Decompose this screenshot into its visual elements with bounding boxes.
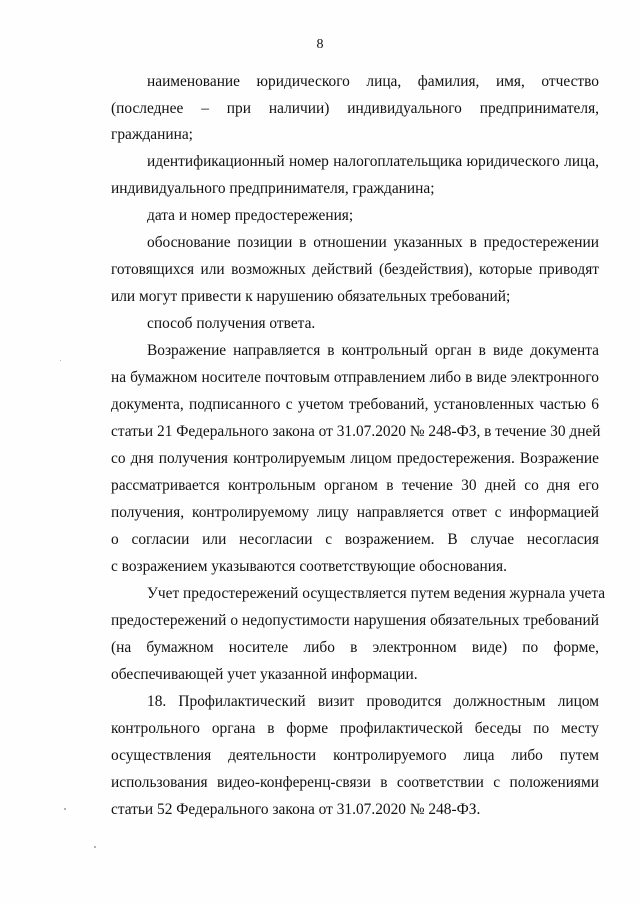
text-line: использования видео-конференц-связи в соответствии с положениями xyxy=(111,774,599,791)
text-line: обеспечивающей учет указанной информации. xyxy=(111,666,418,683)
page-number: 8 xyxy=(316,37,324,52)
text-line: (последнее – при наличии) индивидуального предпринимателя, xyxy=(111,100,599,117)
text-line: статьи 21 Федерального закона от 31.07.2020 № 248-ФЗ, в течение 30 дней xyxy=(111,423,601,440)
text-line: контрольного органа в форме профилактической беседы по месту xyxy=(111,720,599,737)
scan-speck xyxy=(60,360,61,361)
text-line: предостережений о недопустимости нарушения обязательных требований xyxy=(111,612,599,629)
text-line: (на бумажном носителе либо в электронном виде) по форме, xyxy=(111,639,599,656)
text-line: Возражение направляется в контрольный орган в виде документа xyxy=(147,342,599,359)
text-line: на бумажном носителе почтовым отправлением либо в виде электронного xyxy=(111,369,599,386)
text-line: гражданина; xyxy=(111,126,193,143)
text-line: готовящихся или возможных действий (бездействия), которые приводят xyxy=(111,261,599,278)
text-line: обоснование позиции в отношении указанных в предостережении xyxy=(147,234,599,251)
text-line: или могут привести к нарушению обязательных требований; xyxy=(111,288,511,305)
text-line: получения, контролируемому лицу направляется ответ с информацией xyxy=(111,504,599,521)
text-line: дата и номер предостережения; xyxy=(147,207,354,224)
text-line: Учет предостережений осуществляется путем ведения журнала учета xyxy=(147,585,606,602)
text-line: рассматривается контрольным органом в течение 30 дней со дня его xyxy=(111,477,599,494)
text-line: с возражением указываются соответствующие обоснования. xyxy=(111,558,507,575)
text-line: индивидуального предпринимателя, гражданина; xyxy=(111,180,435,197)
text-line: документа, подписанного с учетом требований, установленных частью 6 xyxy=(111,396,599,413)
text-line: наименование юридического лица, фамилия, имя, отчество xyxy=(147,73,599,90)
text-line: со дня получения контролируемым лицом предостережения. Возражение xyxy=(111,450,599,467)
text-line: о согласии или несогласии с возражением. В случае несогласия xyxy=(111,531,599,548)
scan-speck xyxy=(64,808,66,810)
text-line: осуществления деятельности контролируемого лица либо путем xyxy=(111,747,599,764)
text-line: способ получения ответа. xyxy=(147,315,316,332)
text-line: 18. Профилактический визит проводится должностным лицом xyxy=(147,693,599,710)
text-line: идентификационный номер налогоплательщика юридического лица, xyxy=(147,153,599,170)
text-line: статьи 52 Федерального закона от 31.07.2020 № 248-ФЗ. xyxy=(111,801,481,818)
scan-speck xyxy=(94,846,96,848)
